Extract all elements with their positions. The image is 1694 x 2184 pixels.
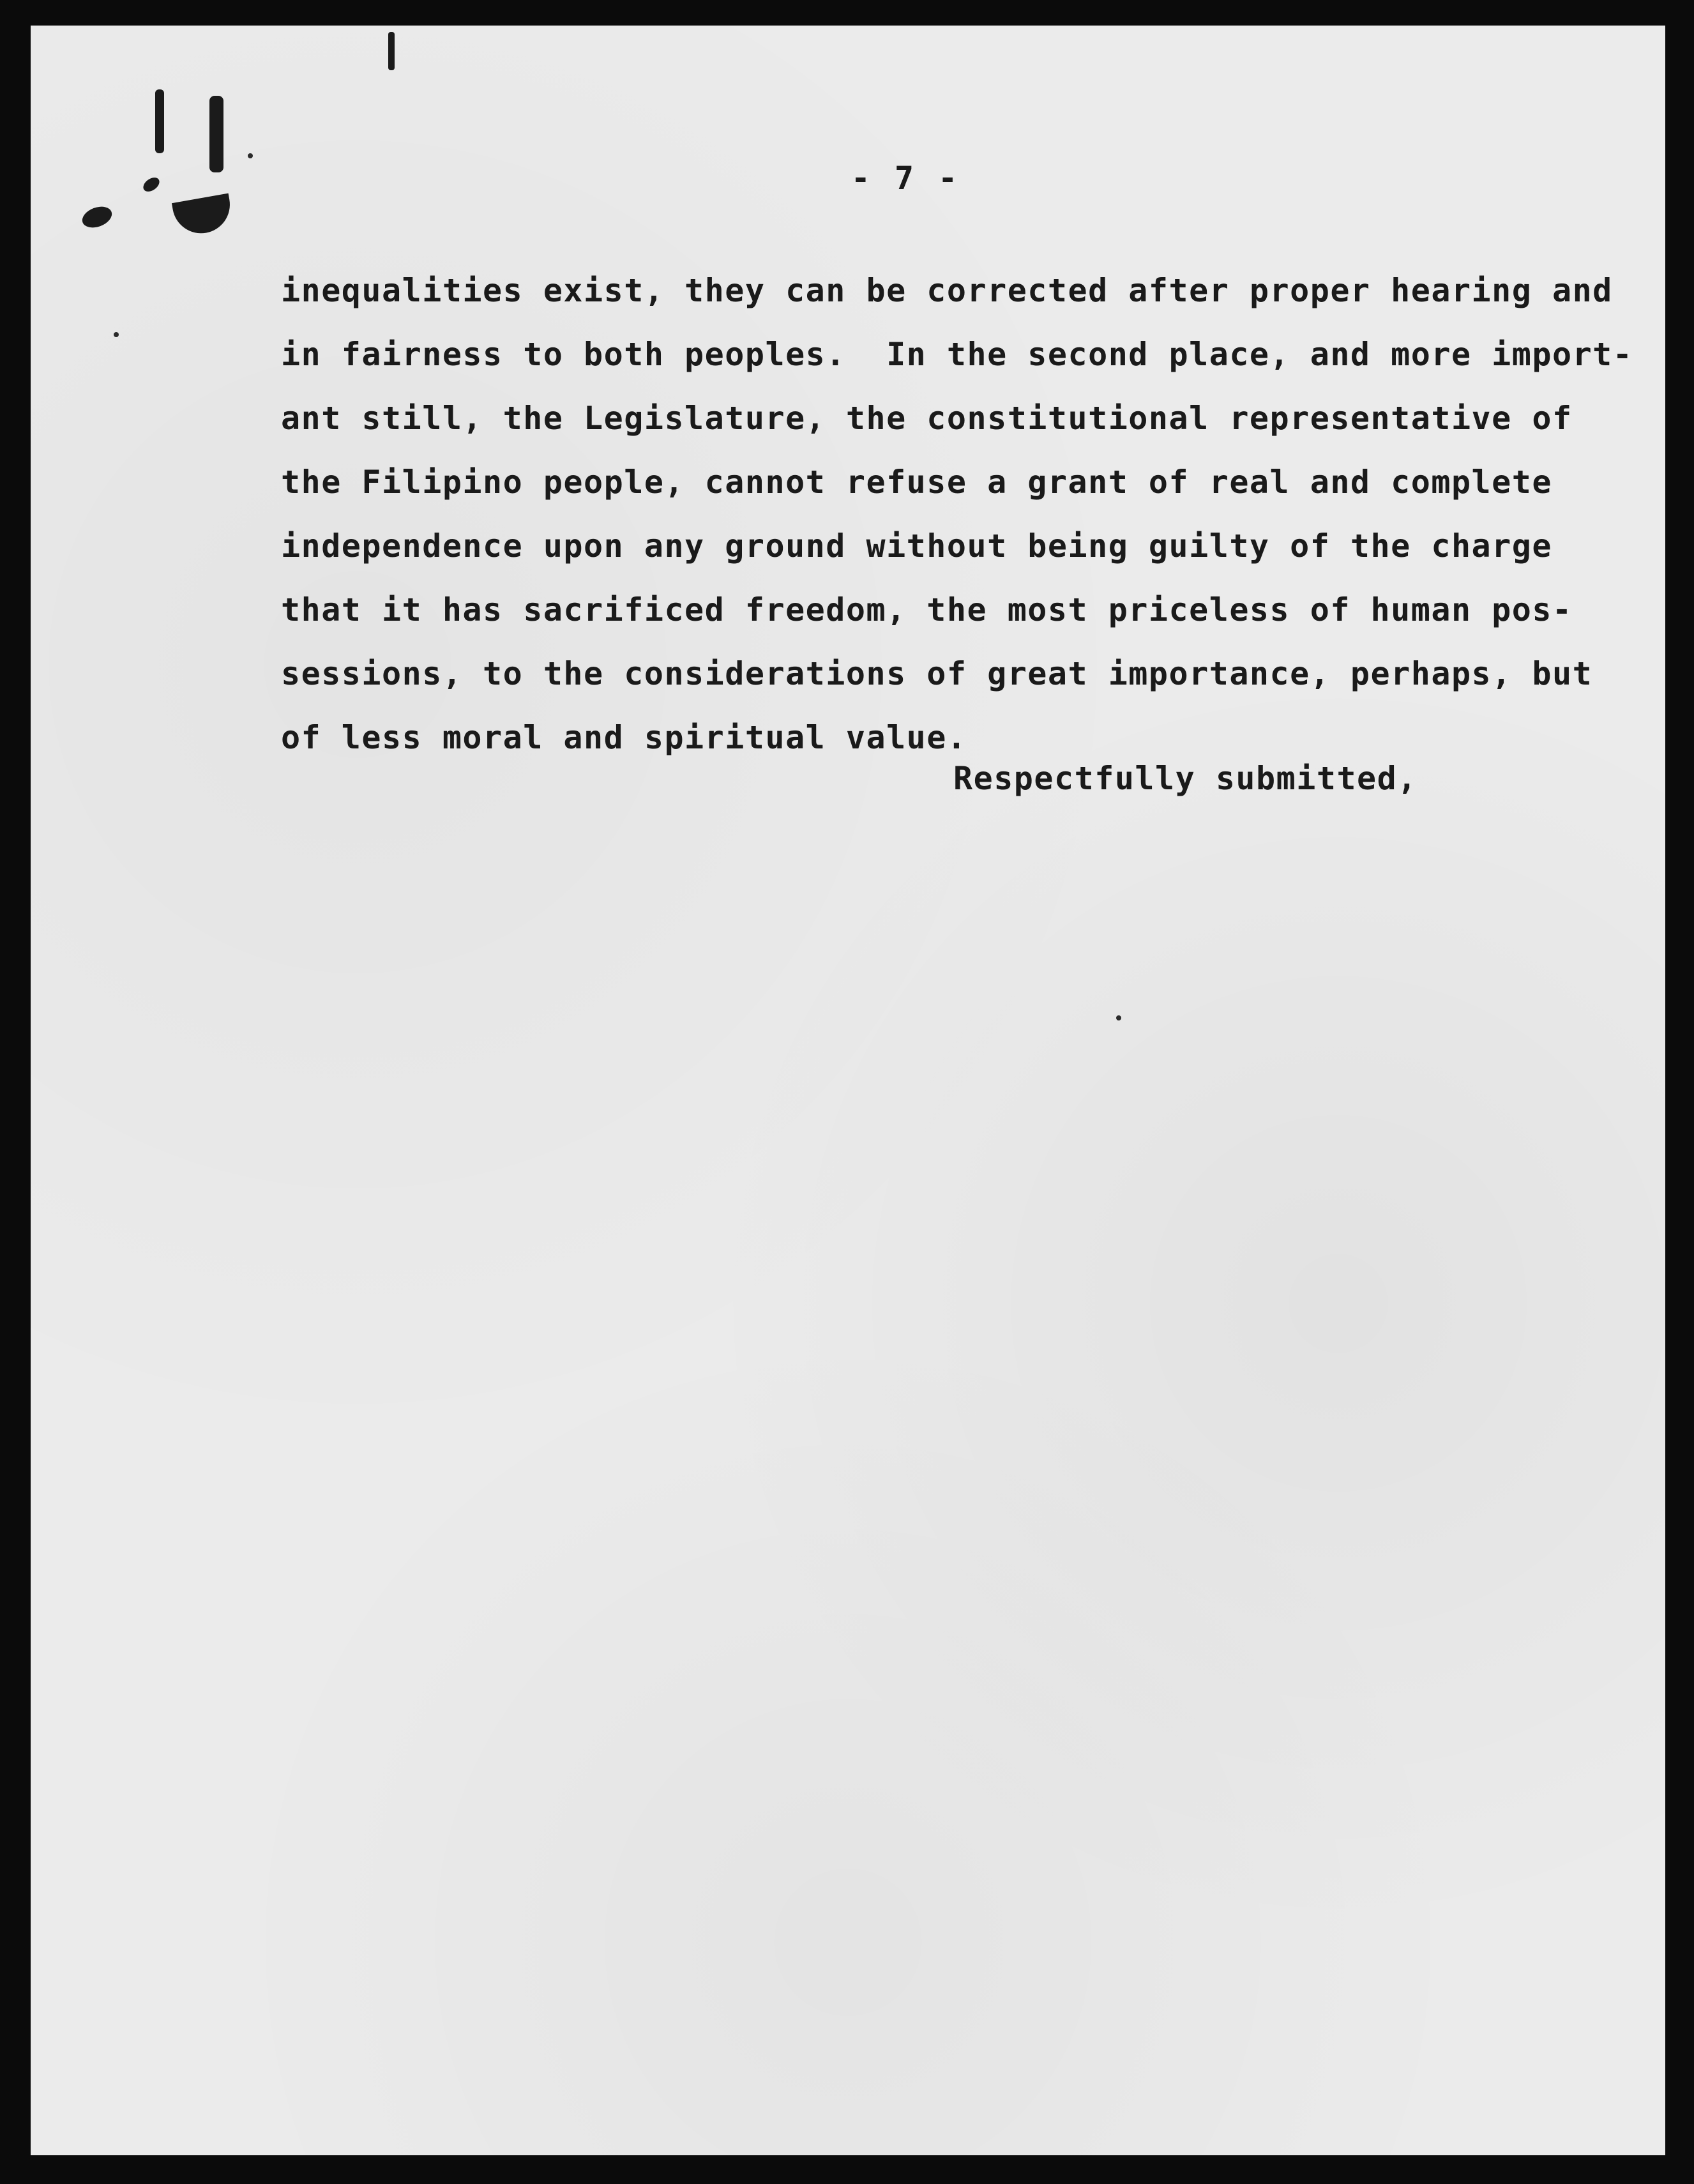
text-line: in fairness to both peoples. In the second place, and more import- — [281, 336, 1633, 373]
document-page — [31, 26, 1665, 2155]
text-line: independence upon any ground without being guilty of the charge — [281, 527, 1552, 565]
text-line: inequalities exist, they can be corrected after proper hearing and — [281, 272, 1613, 309]
ink-speck — [1116, 1015, 1121, 1020]
ink-speck — [114, 332, 119, 337]
text-line: the Filipino people, cannot refuse a grant of real and complete — [281, 464, 1552, 501]
text-line: that it has sacrificed freedom, the most priceless of human pos- — [281, 591, 1573, 628]
ink-smudge-mark — [155, 89, 164, 153]
ink-smudge-mark — [172, 193, 234, 238]
ink-smudge-mark — [209, 96, 223, 172]
text-line: sessions, to the considerations of great importance, perhaps, but — [281, 655, 1593, 692]
text-line: of less moral and spiritual value. — [281, 719, 967, 756]
closing-salutation: Respectfully submitted, — [953, 760, 1418, 797]
text-line: ant still, the Legislature, the constitutional representative of — [281, 400, 1573, 437]
page-number: - 7 - — [851, 160, 960, 197]
ink-smudge-mark — [140, 175, 162, 195]
ink-speck — [248, 153, 253, 158]
body-paragraph — [281, 259, 1633, 770]
ink-smudge-mark — [79, 203, 114, 232]
ink-smudge-mark — [388, 32, 395, 70]
